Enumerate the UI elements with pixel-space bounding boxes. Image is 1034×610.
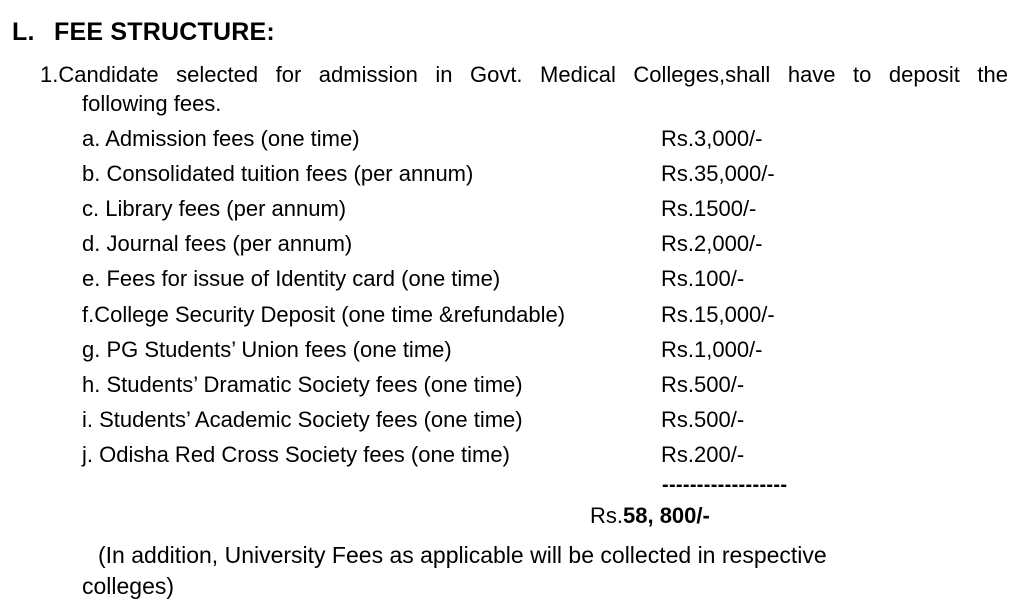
fee-row <box>82 332 822 367</box>
intro-word: deposit <box>888 62 960 87</box>
intro-word: selected <box>176 62 259 87</box>
fee-amount: Rs.500/- <box>661 407 745 433</box>
section-number: L. <box>12 18 35 46</box>
fee-item: f.College Security Deposit (one time &refundable) <box>82 301 566 327</box>
fee-row <box>82 191 822 226</box>
intro-word: for <box>275 62 302 87</box>
fee-item: c. Library fees (per annum) <box>82 195 347 221</box>
intro-word: admission <box>318 62 418 87</box>
fee-item: a. Admission fees (one time) <box>82 125 360 151</box>
fee-row <box>82 227 822 262</box>
fee-row <box>82 403 822 438</box>
fee-item: b. Consolidated tuition fees (per annum) <box>82 160 474 186</box>
fee-amount: Rs.500/- <box>661 371 745 397</box>
fee-amount: Rs.200/- <box>661 442 745 468</box>
fee-amount: Rs.15,000/- <box>661 301 775 327</box>
total-separator: ------------------ <box>662 474 788 496</box>
intro-word: have <box>787 62 836 87</box>
intro-word: to <box>853 62 872 87</box>
fee-item: d. Journal fees (per annum) <box>82 231 353 257</box>
fee-row <box>82 438 822 473</box>
fee-item: i. Students’ Academic Society fees (one time) <box>82 407 523 433</box>
fee-row <box>82 297 822 332</box>
intro-word: Medical <box>540 62 616 87</box>
intro-line-1 <box>40 60 1008 89</box>
intro-paragraph <box>40 60 1008 118</box>
fee-list <box>82 121 822 473</box>
note-line-1: (In addition, University Fees as applicable will be collected in respective <box>98 542 827 568</box>
fee-amount: Rs.100/- <box>661 266 745 292</box>
section-title: FEE STRUCTURE: <box>54 18 275 46</box>
note-line-2: colleges) <box>82 573 175 599</box>
intro-word: the <box>977 62 1008 87</box>
intro-line-2: following fees. <box>82 91 222 116</box>
fee-row <box>82 121 822 156</box>
fee-row <box>82 156 822 191</box>
intro-word: 1.Candidate <box>40 62 159 87</box>
fee-row <box>82 367 822 402</box>
university-fee-note <box>82 540 982 602</box>
total-prefix: Rs. <box>590 503 623 528</box>
intro-word: Govt. <box>469 62 523 87</box>
fee-item: e. Fees for issue of Identity card (one time) <box>82 266 501 292</box>
fee-item: j. Odisha Red Cross Society fees (one time) <box>82 442 510 468</box>
fee-item: h. Students’ Dramatic Society fees (one time) <box>82 371 523 397</box>
fee-item: g. PG Students’ Union fees (one time) <box>82 336 452 362</box>
fee-amount: Rs.1500/- <box>661 195 757 221</box>
fee-total <box>590 503 710 529</box>
fee-amount: Rs.3,000/- <box>661 125 763 151</box>
fee-amount: Rs.1,000/- <box>661 336 763 362</box>
intro-word: in <box>435 62 453 87</box>
intro-word: Colleges,shall <box>633 62 771 87</box>
section-heading <box>12 18 275 47</box>
fee-amount: Rs.35,000/- <box>661 160 775 186</box>
fee-amount: Rs.2,000/- <box>661 231 763 257</box>
fee-row <box>82 262 822 297</box>
total-amount: 58, 800/- <box>623 503 710 528</box>
